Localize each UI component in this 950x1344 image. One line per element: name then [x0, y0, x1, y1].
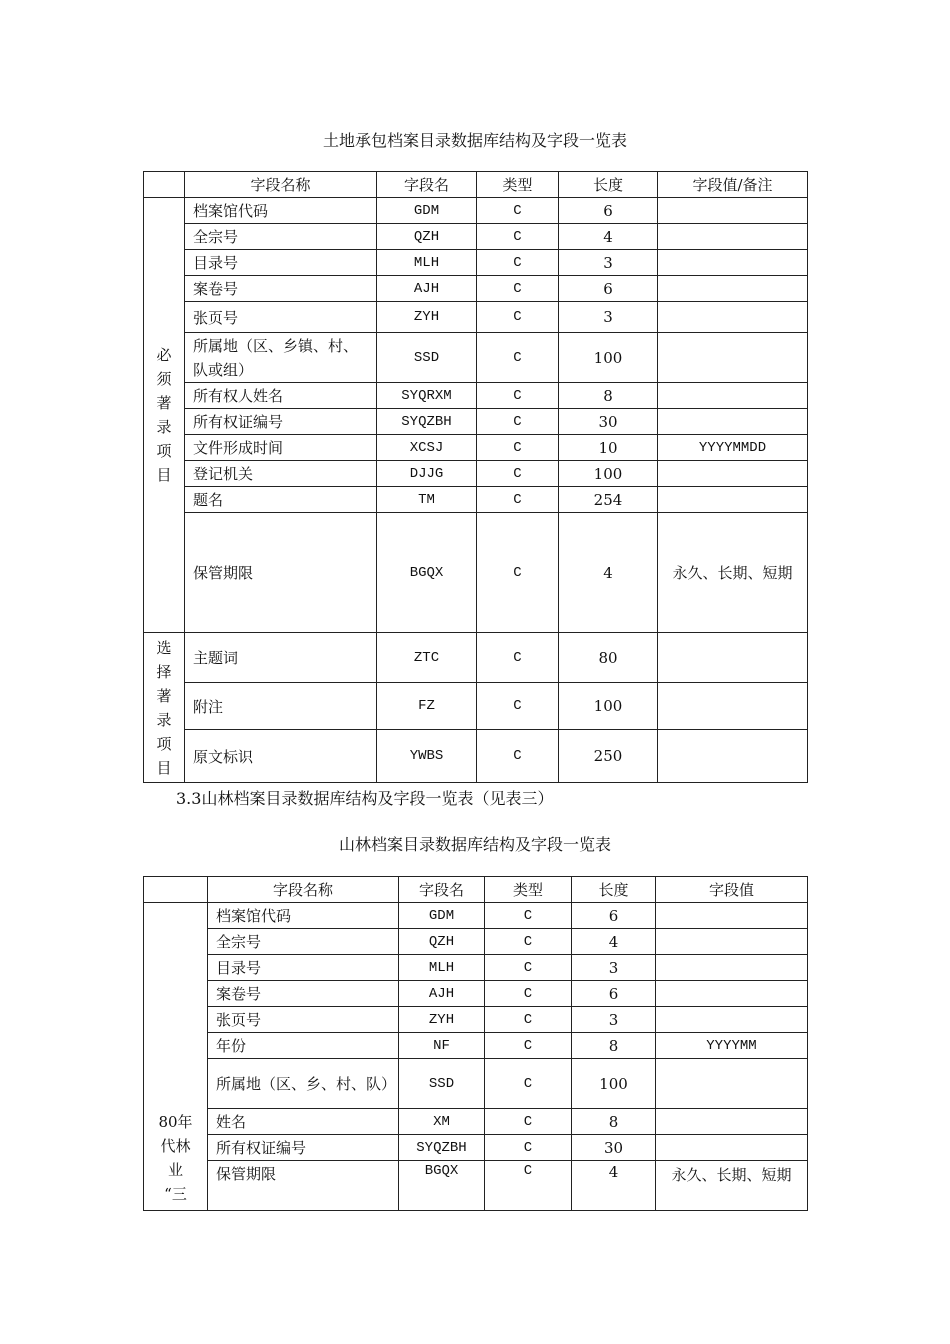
table-row [144, 730, 808, 783]
table-row [144, 1059, 808, 1109]
field-name-cell: 姓名 [208, 1109, 399, 1135]
field-code-cell: GDM [377, 198, 477, 224]
field-type-cell: C [485, 955, 572, 981]
field-code-cell: SSD [399, 1059, 485, 1109]
column-header [144, 172, 185, 198]
field-type-cell: C [477, 513, 559, 633]
field-name-cell: 案卷号 [185, 276, 377, 302]
header-row [144, 172, 808, 198]
group-label-char: 业 [167, 1161, 183, 1179]
table-row [144, 302, 808, 333]
field-length-cell: 100 [559, 333, 658, 383]
field-type-cell: C [477, 487, 559, 513]
column-header: 字段名称 [185, 172, 377, 198]
field-name-cell: 保管期限 [208, 1161, 399, 1211]
field-length-cell: 8 [572, 1109, 656, 1135]
field-type-cell: C [477, 730, 559, 783]
group-optional-label [144, 633, 185, 783]
field-length-cell: 3 [559, 302, 658, 333]
table-row [144, 435, 808, 461]
field-code-cell: YWBS [377, 730, 477, 783]
field-code-cell: ZYH [399, 1007, 485, 1033]
field-note-cell [658, 333, 808, 383]
table1-title: 土地承包档案目录数据库结构及字段一览表 [322, 131, 627, 150]
section-heading: 3.3山林档案目录数据库结构及字段一览表（见表三） [176, 789, 554, 808]
field-code-cell: SYQZBH [399, 1135, 485, 1161]
table-row [144, 1033, 808, 1059]
group-label-char: 必 [156, 346, 172, 364]
field-type-cell: C [485, 1059, 572, 1109]
field-length-cell: 3 [559, 250, 658, 276]
table-row [144, 224, 808, 250]
group-required-label [144, 198, 185, 633]
group-label-char: 录 [156, 710, 172, 729]
field-name-cell: 登记机关 [185, 461, 377, 487]
field-type-cell: C [485, 981, 572, 1007]
field-length-cell: 100 [572, 1059, 656, 1109]
table2-title: 山林档案目录数据库结构及字段一览表 [338, 835, 611, 854]
field-note-cell [656, 955, 808, 981]
column-header: 长度 [572, 877, 656, 903]
field-type-cell: C [477, 633, 559, 683]
field-length-cell: 3 [572, 1007, 656, 1033]
field-note-cell: YYYYMMDD [658, 435, 808, 461]
table-row [144, 333, 808, 383]
field-type-cell: C [485, 1135, 572, 1161]
group-label [144, 903, 208, 1211]
field-type-cell: C [485, 1161, 572, 1211]
field-code-cell: SYQZBH [377, 409, 477, 435]
column-header: 字段值/备注 [658, 172, 808, 198]
column-header: 长度 [559, 172, 658, 198]
field-code-cell: TM [377, 487, 477, 513]
field-length-cell: 6 [572, 903, 656, 929]
field-type-cell: C [477, 333, 559, 383]
field-name-cell: 全宗号 [185, 224, 377, 250]
table-row [144, 903, 808, 929]
table-row [144, 929, 808, 955]
field-type-cell: C [477, 198, 559, 224]
field-name-cell: 全宗号 [208, 929, 399, 955]
field-length-cell: 30 [559, 409, 658, 435]
field-length-cell: 4 [559, 224, 658, 250]
table-row [144, 487, 808, 513]
field-length-cell: 254 [559, 487, 658, 513]
field-note-cell [658, 683, 808, 730]
field-note-cell [656, 981, 808, 1007]
field-length-cell: 8 [572, 1033, 656, 1059]
table-row [144, 981, 808, 1007]
table-row [144, 383, 808, 409]
field-note-cell [658, 409, 808, 435]
column-header: 字段值 [656, 877, 808, 903]
group-label-char: 目 [156, 466, 172, 484]
field-name-cell: 原文标识 [185, 730, 377, 783]
field-note-cell [658, 250, 808, 276]
field-note-cell [658, 276, 808, 302]
field-type-cell: C [485, 1109, 572, 1135]
field-name-cell: 主题词 [185, 633, 377, 683]
field-note-cell [658, 461, 808, 487]
group-label-char: 目 [156, 758, 172, 777]
group-label-char: 选 [156, 638, 172, 657]
field-code-cell: BGQX [399, 1161, 485, 1211]
field-name-cell: 张页号 [185, 302, 377, 333]
field-code-cell: BGQX [377, 513, 477, 633]
field-note-cell [658, 302, 808, 333]
field-type-cell: C [477, 383, 559, 409]
field-name-cell: 档案馆代码 [208, 903, 399, 929]
field-type-cell: C [485, 903, 572, 929]
field-code-cell: NF [399, 1033, 485, 1059]
field-note-cell [656, 929, 808, 955]
field-type-cell: C [485, 1007, 572, 1033]
field-name-cell: 所有权证编号 [208, 1135, 399, 1161]
field-name-cell: 档案馆代码 [185, 198, 377, 224]
field-code-cell: MLH [399, 955, 485, 981]
field-length-cell: 80 [559, 633, 658, 683]
field-code-cell: SSD [377, 333, 477, 383]
field-length-cell: 3 [572, 955, 656, 981]
group-label-char: 代林 [160, 1137, 191, 1155]
field-name-cell: 附注 [185, 683, 377, 730]
field-name-cell: 所有权证编号 [185, 409, 377, 435]
table-row [144, 1007, 808, 1033]
table-row [144, 409, 808, 435]
field-code-cell: MLH [377, 250, 477, 276]
field-code-cell: AJH [399, 981, 485, 1007]
table-row [144, 955, 808, 981]
group-label-char: 录 [156, 418, 172, 436]
field-length-cell: 100 [559, 461, 658, 487]
table-row [144, 198, 808, 224]
field-type-cell: C [477, 276, 559, 302]
field-type-cell: C [477, 250, 559, 276]
table-row [144, 683, 808, 730]
field-type-cell: C [477, 461, 559, 487]
field-code-cell: QZH [377, 224, 477, 250]
field-length-cell: 30 [572, 1135, 656, 1161]
column-header: 类型 [485, 877, 572, 903]
field-note-cell: 永久、长期、短期 [658, 513, 808, 633]
column-header: 字段名称 [208, 877, 399, 903]
field-name-cell: 题名 [185, 487, 377, 513]
field-note-cell [656, 1007, 808, 1033]
field-length-cell: 100 [559, 683, 658, 730]
group-label-char: 项 [156, 734, 172, 753]
field-note-cell [656, 903, 808, 929]
field-note-cell [658, 487, 808, 513]
column-header [144, 877, 208, 903]
field-note-cell [658, 198, 808, 224]
field-name-cell: 目录号 [208, 955, 399, 981]
table-row [144, 250, 808, 276]
header-row [144, 877, 808, 903]
table-row [144, 1135, 808, 1161]
field-code-cell: AJH [377, 276, 477, 302]
field-code-cell: FZ [377, 683, 477, 730]
field-note-cell [658, 730, 808, 783]
field-type-cell: C [485, 929, 572, 955]
field-name-cell: 所属地（区、乡镇、村、队或组） [185, 333, 377, 383]
group-label-char: 80年 [158, 1113, 193, 1131]
column-header: 字段名 [399, 877, 485, 903]
field-length-cell: 4 [572, 1161, 656, 1211]
field-type-cell: C [477, 683, 559, 730]
field-name-cell: 文件形成时间 [185, 435, 377, 461]
table-row [144, 1109, 808, 1135]
field-length-cell: 6 [559, 276, 658, 302]
field-code-cell: DJJG [377, 461, 477, 487]
column-header: 字段名 [377, 172, 477, 198]
field-length-cell: 250 [559, 730, 658, 783]
field-name-cell: 张页号 [208, 1007, 399, 1033]
field-length-cell: 8 [559, 383, 658, 409]
land-contract-fields-table [143, 171, 808, 783]
field-code-cell: ZYH [377, 302, 477, 333]
table-row [144, 513, 808, 633]
field-note-cell [658, 383, 808, 409]
field-code-cell: QZH [399, 929, 485, 955]
field-name-cell: 所属地（区、乡、村、队） [208, 1059, 399, 1109]
table-row [144, 276, 808, 302]
field-length-cell: 4 [559, 513, 658, 633]
group-label-char: 须 [156, 370, 172, 388]
field-name-cell: 案卷号 [208, 981, 399, 1007]
field-name-cell: 所有权人姓名 [185, 383, 377, 409]
table-row [144, 633, 808, 683]
field-code-cell: XM [399, 1109, 485, 1135]
field-type-cell: C [477, 435, 559, 461]
field-note-cell [658, 633, 808, 683]
table-row [144, 1161, 808, 1211]
forest-fields-table [143, 876, 808, 1211]
field-name-cell: 年份 [208, 1033, 399, 1059]
field-code-cell: GDM [399, 903, 485, 929]
field-code-cell: XCSJ [377, 435, 477, 461]
group-label-char: 著 [156, 394, 172, 412]
field-code-cell: SYQRXM [377, 383, 477, 409]
field-length-cell: 6 [572, 981, 656, 1007]
field-length-cell: 4 [572, 929, 656, 955]
field-type-cell: C [477, 409, 559, 435]
field-note-cell [656, 1135, 808, 1161]
field-note-cell [658, 224, 808, 250]
field-type-cell: C [477, 224, 559, 250]
field-name-cell: 目录号 [185, 250, 377, 276]
field-note-cell [656, 1109, 808, 1135]
field-length-cell: 10 [559, 435, 658, 461]
group-label-char: 著 [156, 686, 172, 705]
field-code-cell: ZTC [377, 633, 477, 683]
group-label-char: 项 [156, 442, 172, 460]
field-note-cell: YYYYMM [656, 1033, 808, 1059]
group-label-char: 择 [156, 662, 172, 681]
table-row [144, 461, 808, 487]
field-name-cell: 保管期限 [185, 513, 377, 633]
field-type-cell: C [477, 302, 559, 333]
group-label-char: “三 [164, 1185, 187, 1203]
field-note-cell: 永久、长期、短期 [656, 1161, 808, 1211]
field-type-cell: C [485, 1033, 572, 1059]
field-length-cell: 6 [559, 198, 658, 224]
field-note-cell [656, 1059, 808, 1109]
column-header: 类型 [477, 172, 559, 198]
